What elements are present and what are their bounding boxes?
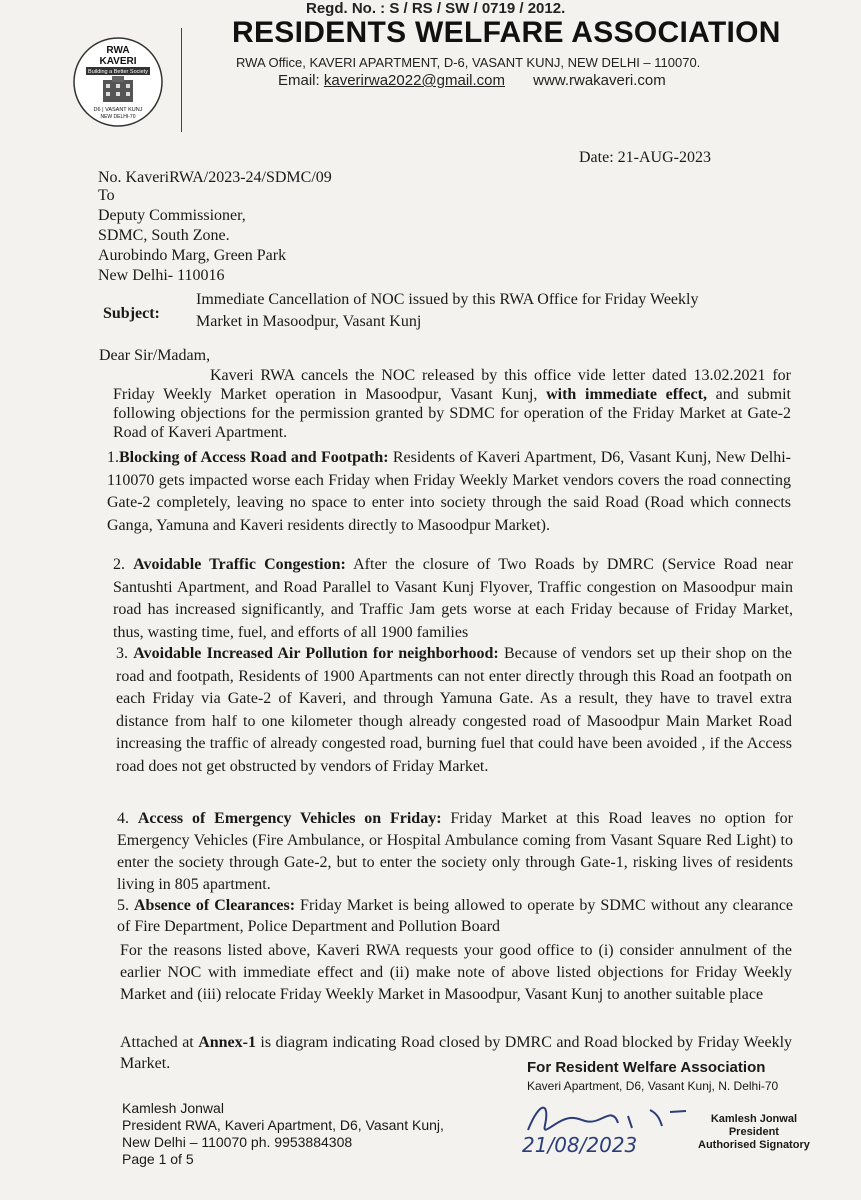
conclusion-paragraph: For the reasons listed above, Kaveri RWA requests your good office to (i) consider annulment of the earlier NOC with immediate effect and (ii) make note of above listed objections for Friday Weekly Market and (iii) relocate Friday Weekly Market in Masoodpur, Vasant Kunj to another suitable place xyxy=(120,942,792,1003)
subject-label: Subject: xyxy=(103,305,160,322)
signatory-role: Authorised Signatory xyxy=(698,1139,810,1151)
attachment-text-a: Attached at xyxy=(120,1034,199,1051)
stamp-org-address: Kaveri Apartment, D6, Vasant Kunj, N. Delhi-70 xyxy=(527,1079,779,1093)
point-heading: Absence of Clearances: xyxy=(134,897,296,914)
sender-name: Kamlesh Jonwal xyxy=(122,1100,224,1116)
logo-bottom-2: NEW DELHI-70 xyxy=(100,114,136,120)
intro-text-bold: with immediate effect, xyxy=(537,386,707,403)
signature-stroke xyxy=(528,1108,686,1130)
point-text: Friday Market at this Road leaves no option for Emergency Vehicles (Fire Ambulance, or Hospital Ambulance coming from Vasant Square Red Light) to enter the society through Gate-2, but to enter the society only through Gate-1, risking lives of residents living in 805 apartment. xyxy=(117,810,794,893)
logo-kaveri-text: KAVERI xyxy=(99,56,137,67)
sender-line-3: New Delhi – 110070 ph. 9953884308 xyxy=(122,1134,353,1150)
intro-text-a: Kaveri RWA cancels the NOC released by this office vide letter dated 13.02.2021 for Friday Weekly Market operation in Masoodpur, Vasant Kunj, xyxy=(113,367,791,403)
logo-bottom-1: D6 | VASANT KUNJ xyxy=(93,107,143,113)
signature-date: 21/08/2023 xyxy=(522,1133,638,1157)
rwa-logo xyxy=(72,36,164,128)
stamp-block xyxy=(527,1059,778,1093)
point-1 xyxy=(107,447,791,537)
signatory-name: Kamlesh Jonwal xyxy=(710,1113,798,1125)
sender-line-2: President RWA, Kaveri Apartment, D6, Vasant Kunj, xyxy=(122,1117,444,1133)
point-heading: Avoidable Traffic Congestion: xyxy=(133,556,346,573)
logo-rwa-text: RWA xyxy=(106,45,130,56)
signatory-block xyxy=(698,1113,810,1152)
intro-paragraph xyxy=(113,366,791,442)
sender-block xyxy=(122,1100,444,1168)
point-text: Friday Market is being allowed to operate by SDMC without any clearance of Fire Department, Police Department and Pollution Board xyxy=(117,897,794,935)
addressee-title: Deputy Commissioner, xyxy=(98,207,246,224)
annex-reference: Annex-1 xyxy=(198,1034,256,1051)
header-divider xyxy=(181,28,182,132)
letter-date: Date: 21-AUG-2023 xyxy=(579,149,711,166)
reference-number: No. KaveriRWA/2023-24/SDMC/09 xyxy=(98,169,332,186)
point-heading: Avoidable Increased Air Pollution for neighborhood: xyxy=(133,645,499,662)
point-3 xyxy=(116,643,792,778)
contact-line xyxy=(278,72,666,89)
email-link[interactable]: kaverirwa2022@gmail.com xyxy=(323,72,505,89)
point-text: After the closure of Two Roads by DMRC (Service Road near Santushti Apartment, and Road Parallel to Vasant Kunj Flyover, Traffic congestion on Masoodpur main road has increased significantly, and Traffic Jam gets worse at each Friday because of Friday Market, thus, wasting time, fuel, and efforts of all 1900 families xyxy=(113,556,794,641)
addressee-city: New Delhi- 110016 xyxy=(98,267,225,284)
point-4 xyxy=(117,808,793,896)
organization-title: RESIDENTS WELFARE ASSOCIATION xyxy=(232,16,781,49)
point-number: 5. xyxy=(117,897,129,914)
email-label: Email: xyxy=(278,72,320,89)
stamp-for-org: For Resident Welfare Association xyxy=(527,1059,766,1076)
point-number: 1. xyxy=(107,449,119,466)
signatory-title: President xyxy=(728,1126,779,1138)
point-text: Residents of Kaveri Apartment, D6, Vasant Kunj, New Delhi-110070 gets impacted worse each Friday when Friday Weekly Market vendors covers the road connecting Gate-2 completely, leaving no space to enter into society through the said Road (Road which connects Ganga, Yamuna and Kaveri residents directly to Masoodpur Market). xyxy=(107,449,791,534)
point-heading: Blocking of Access Road and Footpath: xyxy=(119,449,389,466)
point-2 xyxy=(113,554,793,644)
attachment-text-b: is diagram indicating Road closed by DMRC and Road blocked by Friday Weekly Market. xyxy=(120,1034,793,1072)
addressee-org: SDMC, South Zone. xyxy=(98,227,230,244)
signature-scribble xyxy=(510,1090,700,1160)
subject-line-1: Immediate Cancellation of NOC issued by this RWA Office for Friday Weekly xyxy=(196,291,699,308)
intro-text-b: and submit following objections for the permission granted by SDMC for operation of the Friday Market at Gate-2 Road of Kaveri Apartment. xyxy=(113,386,791,441)
point-number: 3. xyxy=(116,645,128,662)
salutation: Dear Sir/Madam, xyxy=(99,347,211,364)
website-link[interactable]: www.rwakaveri.com xyxy=(533,72,666,89)
point-heading: Access of Emergency Vehicles on Friday: xyxy=(137,810,442,827)
addressee-street: Aurobindo Marg, Green Park xyxy=(98,247,287,264)
point-text: Because of vendors set up their shop on the road and footpath, Residents of 1900 Apartments can not enter directly through this Road an footpath on each Friday via Gate-2 of Kaveri, and through Yamuna Gate. As a result, they have to travel extra distance from half to one kilometer though already congested road of Masoodpur Main Market Road increasing the traffic of already congested road, burning fuel that could have been avoided , if the Access road does not get obstructed by vendors of Friday Market. xyxy=(116,645,793,775)
point-number: 2. xyxy=(113,556,125,573)
point-number: 4. xyxy=(117,810,129,827)
page-number: Page 1 of 5 xyxy=(122,1151,194,1167)
subject-line-2: Market in Masoodpur, Vasant Kunj xyxy=(196,313,422,330)
registration-number: Regd. No. : S / RS / SW / 0719 / 2012. xyxy=(306,0,566,17)
addressee-to: To xyxy=(98,187,115,204)
point-5 xyxy=(117,895,793,937)
organization-address: RWA Office, KAVERI APARTMENT, D-6, VASANT KUNJ, NEW DELHI – 110070. xyxy=(236,55,701,70)
logo-tagline: Building a Better Society xyxy=(88,69,148,75)
